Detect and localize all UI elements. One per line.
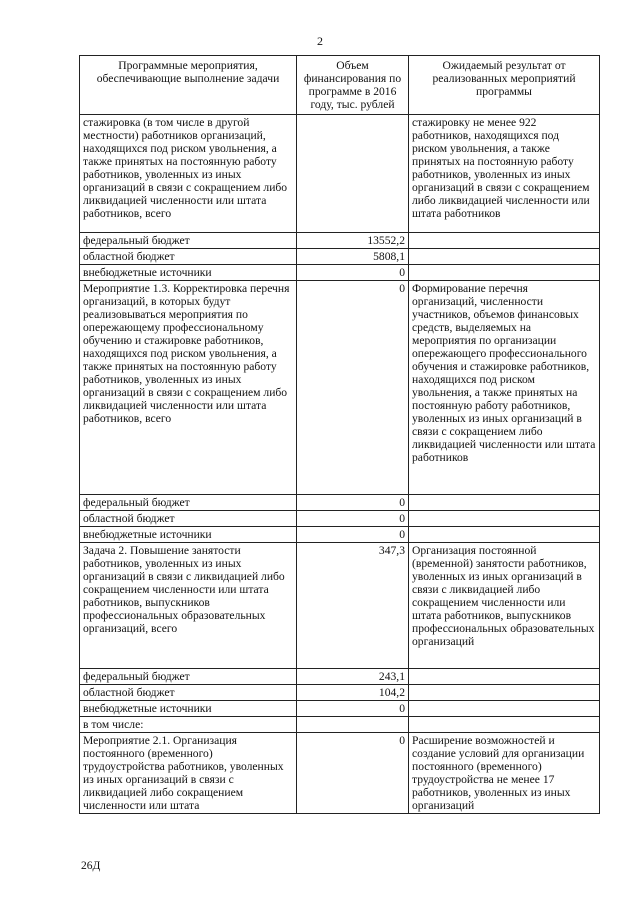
amount-cell	[297, 717, 409, 733]
amount-cell: 243,1	[297, 669, 409, 685]
activity-cell: стажировка (в том числе в другой местности) работников организаций, находящихся под риском увольнения, а также принятых на постоянную работу работников, уволенных из иных организаций в связи с сокращением либо ликвидацией численности или штата работников, всего	[80, 115, 297, 233]
activity-cell: областной бюджет	[80, 249, 297, 265]
amount-cell: 0	[297, 733, 409, 814]
table-row	[80, 669, 600, 685]
amount-cell: 0	[297, 265, 409, 281]
amount-cell: 13552,2	[297, 233, 409, 249]
amount-cell: 0	[297, 281, 409, 495]
page-number: 2	[317, 34, 323, 48]
activity-cell: областной бюджет	[80, 511, 297, 527]
table-row	[80, 733, 600, 814]
table-row	[80, 281, 600, 495]
activity-cell: Мероприятие 1.3. Корректировка перечня организаций, в которых будут реализовываться мероприятия по опережающему профессиональному обучению и стажировке работников, находящихся под риском увольнения, а также принятых на постоянную работу работников, уволенных из иных организаций в связи с сокращением либо ликвидацией численности или штата работников, всего	[80, 281, 297, 495]
result-cell	[409, 511, 600, 527]
result-cell: Формирование перечня организаций, численности участников, объемов финансовых средств, выделяемых на мероприятия по организации опережающего профессионального обучения и стажировке работников, находящихся под риском увольнения, а также принятых на постоянную работу работников, уволенных из иных организаций в связи с сокращением либо ликвидацией численности или штата работников	[409, 281, 600, 495]
amount-cell: 0	[297, 495, 409, 511]
activity-cell: внебюджетные источники	[80, 527, 297, 543]
table-row	[80, 495, 600, 511]
header-result: Ожидаемый результат от реализованных мероприятий программы	[409, 56, 600, 115]
amount-cell: 104,2	[297, 685, 409, 701]
activity-cell: внебюджетные источники	[80, 701, 297, 717]
amount-cell	[297, 115, 409, 233]
result-cell	[409, 669, 600, 685]
activity-cell: внебюджетные источники	[80, 265, 297, 281]
table-row	[80, 701, 600, 717]
header-funding: Объем финансирования по программе в 2016 году, тыс. рублей	[297, 56, 409, 115]
table-row	[80, 717, 600, 733]
result-cell	[409, 265, 600, 281]
result-cell	[409, 495, 600, 511]
table-row	[80, 233, 600, 249]
result-cell	[409, 249, 600, 265]
table-row	[80, 685, 600, 701]
amount-cell: 0	[297, 511, 409, 527]
activity-cell: федеральный бюджет	[80, 669, 297, 685]
amount-cell: 347,3	[297, 543, 409, 669]
result-cell: стажировку не менее 922 работников, находящихся под риском увольнения, а также принятых на постоянную работу работников, уволенных из иных организаций в связи с сокращением либо ликвидацией численности или штата работников	[409, 115, 600, 233]
amount-cell: 5808,1	[297, 249, 409, 265]
activity-cell: федеральный бюджет	[80, 495, 297, 511]
amount-cell: 0	[297, 527, 409, 543]
result-cell	[409, 685, 600, 701]
activity-cell: в том числе:	[80, 717, 297, 733]
program-table	[79, 55, 600, 814]
activity-cell: Задача 2. Повышение занятости работников, уволенных из иных организаций в связи с ликвидацией либо сокращением численности или штата работников, выпускников профессиональных образовательных организаций, всего	[80, 543, 297, 669]
table-row	[80, 511, 600, 527]
result-cell: Расширение возможностей и создание условий для организации постоянного (временного) трудоустройства не менее 17 работников, уволенных из иных организаций	[409, 733, 600, 814]
amount-cell: 0	[297, 701, 409, 717]
result-cell: Организация постоянной (временной) занятости работников, уволенных из иных организаций в связи с ликвидацией либо сокращением численности или штата работников, выпускников профессиональных образовательных организаций	[409, 543, 600, 669]
table-row	[80, 115, 600, 233]
activity-cell: федеральный бюджет	[80, 233, 297, 249]
table-row	[80, 265, 600, 281]
activity-cell: Мероприятие 2.1. Организация постоянного (временного) трудоустройства работников, уволенных из иных организаций в связи с ликвидацией либо сокращением численности или штата	[80, 733, 297, 814]
table-header-row	[80, 56, 600, 115]
table-row	[80, 527, 600, 543]
result-cell	[409, 233, 600, 249]
table-row	[80, 249, 600, 265]
result-cell	[409, 701, 600, 717]
table-row	[80, 543, 600, 669]
header-activities: Программные мероприятия, обеспечивающие выполнение задачи	[80, 56, 297, 115]
document-code: 26Д	[81, 860, 101, 872]
activity-cell: областной бюджет	[80, 685, 297, 701]
result-cell	[409, 717, 600, 733]
result-cell	[409, 527, 600, 543]
